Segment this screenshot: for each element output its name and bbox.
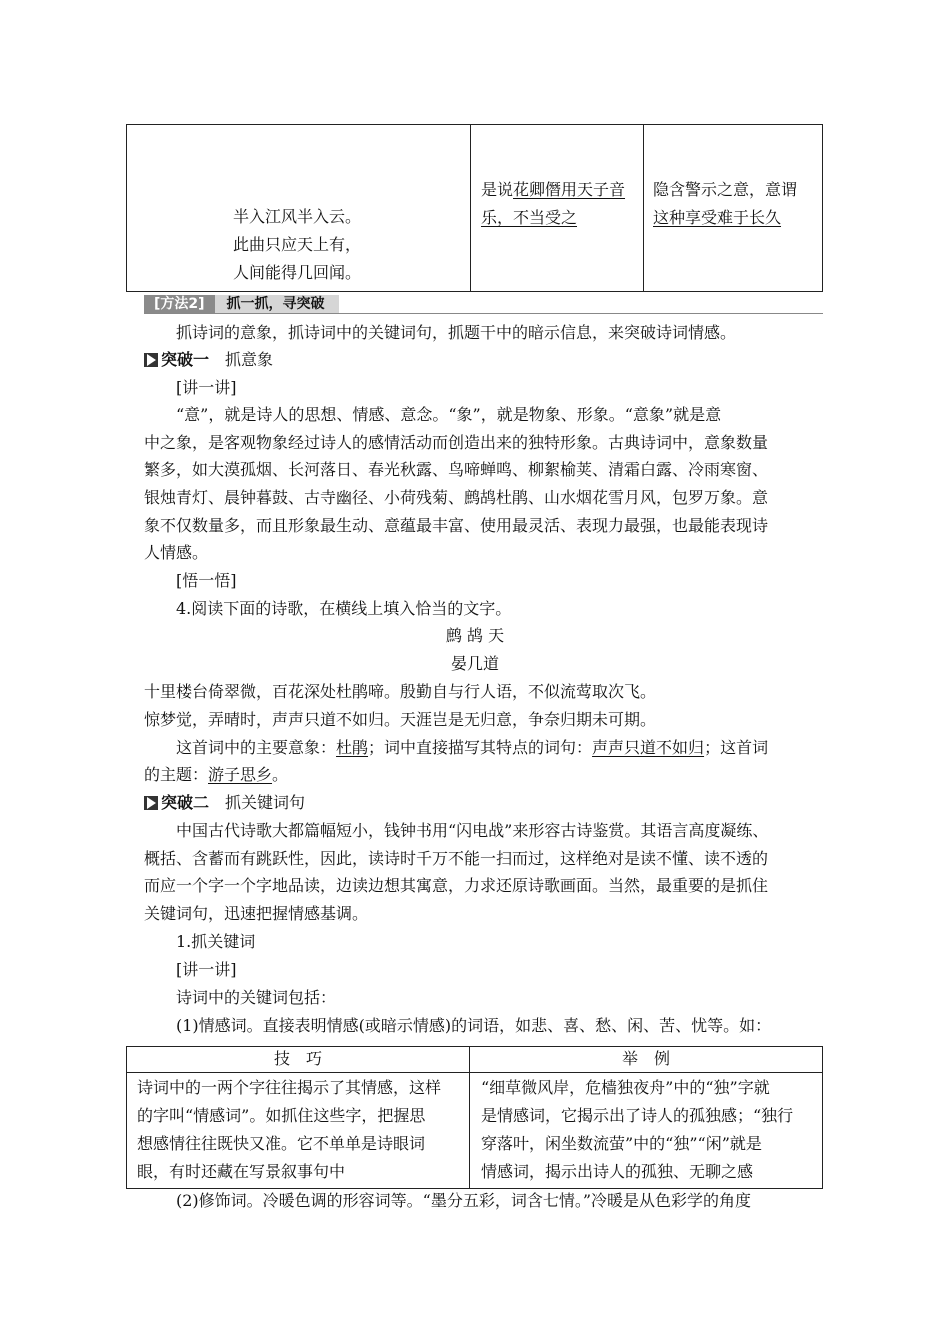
table-cell-meaning <box>470 125 643 291</box>
method-tag: [方法2] <box>144 295 215 313</box>
paragraph-line: 人情感。 <box>144 543 209 562</box>
poem-line: 半入江风半入云。 <box>233 207 362 226</box>
header-technique: 技 巧 <box>273 1049 322 1068</box>
wu-label: [悟一悟] <box>176 571 237 590</box>
poem-author: 晏几道 <box>450 654 499 673</box>
paragraph-line: “意”，就是诗人的思想、情感、意念。“象”，就是物象、形象。“意象”就是意 <box>176 405 722 424</box>
table-cell-poem <box>127 125 470 291</box>
section-title: 抓关键词句 <box>225 793 306 812</box>
divider <box>144 313 823 314</box>
technique-table <box>126 1046 823 1189</box>
section-heading-break2 <box>144 793 305 813</box>
section-label: 突破二 <box>161 793 210 812</box>
meaning-line: 是说花卿僭用天子音 <box>481 180 626 199</box>
question-text: 4.阅读下面的诗歌，在横线上填入恰当的文字。 <box>176 599 512 618</box>
play-triangle-icon <box>144 353 158 367</box>
method-title: 抓一抓，寻突破 <box>215 295 339 313</box>
answer-line: 这首词中的主要意象：杜鹃；词中直接描写其特点的词句：声声只道不如归；这首词 <box>176 738 769 757</box>
implication-line: 隐含警示之意，意谓 <box>653 180 798 199</box>
section-title: 抓意象 <box>225 350 274 369</box>
table-cell-text: 的字叫“情感词”。如抓住这些字，把握思 <box>137 1106 426 1125</box>
paragraph-line: 象不仅数量多，而且形象最生动、意蕴最丰富、使用最灵活、表现力最强，也最能表现诗 <box>144 516 769 535</box>
jiang-label: [讲一讲] <box>176 960 237 979</box>
paragraph-line: 繁多，如大漠孤烟、长河落日、春光秋露、鸟啼蝉鸣、柳絮榆荚、清霜白露、冷雨寒窗、 <box>144 460 769 479</box>
table-cell-text: 诗词中的一两个字往往揭示了其情感，这样 <box>137 1078 442 1097</box>
poem-line: 惊梦觉，弄晴时，声声只道不如归。天涯岂是无归意，争奈归期未可期。 <box>144 710 657 729</box>
intro-text: 抓诗词的意象，抓诗词中的关键词句，抓题干中的暗示信息，来突破诗词情感。 <box>176 323 737 342</box>
answer-blank: 游子思乡 <box>208 765 273 784</box>
paragraph-line: 关键词句，迅速把握情感基调。 <box>144 904 369 923</box>
paragraph-line: 中国古代诗歌大都篇幅短小，钱钟书用“闪电战”来形容古诗鉴赏。其语言高度凝练、 <box>176 821 769 840</box>
answer-line: 的主题：游子思乡。 <box>144 765 289 784</box>
answer-blank: 杜鹃 <box>336 738 369 757</box>
table-cell-text: 想感情往往既快又准。它不单单是诗眼词 <box>137 1134 426 1153</box>
paragraph-line: 中之象，是客观物象经过诗人的感情活动而创造出来的独特形象。古典诗词中，意象数量 <box>144 433 769 452</box>
table-cell-implication <box>643 125 822 291</box>
jiang-label: [讲一讲] <box>176 378 237 397</box>
table-cell-text: 是情感词，它揭示出了诗人的孤独感；“独行 <box>481 1106 794 1125</box>
table-cell-text: 情感词，揭示出诗人的孤独、无聊之感 <box>481 1162 754 1181</box>
poem-line: 人间能得几回闻。 <box>233 263 362 282</box>
poem-title: 鹧 鸪 天 <box>445 626 505 645</box>
section-label: 突破一 <box>161 350 210 369</box>
paragraph-line: 而应一个字一个字地品读，边读边想其寓意，力求还原诗歌画面。当然，最重要的是抓住 <box>144 876 769 895</box>
table-cell-text: 眼，有时还藏在写景叙事句中 <box>137 1162 346 1181</box>
table-cell-text: “细草微风岸，危樯独夜舟”中的“独”字就 <box>481 1078 770 1097</box>
underlined-text: 乐，不当受之 <box>481 208 578 227</box>
list-item: (2)修饰词。冷暖色调的形容词等。“墨分五彩，词含七情。”冷暖是从色彩学的角度 <box>176 1191 752 1210</box>
list-item: (1)情感词。直接表明情感(或暗示情感)的词语，如悲、喜、愁、闲、苦、忧等。如： <box>176 1016 772 1035</box>
method-heading <box>144 295 339 313</box>
table-cell-text: 穿落叶，闲坐数流萤”中的“独”“闲”就是 <box>481 1134 762 1153</box>
paragraph-line: 诗词中的关键词包括： <box>176 988 337 1007</box>
poem-analysis-table <box>126 124 823 292</box>
header-example: 举 例 <box>621 1049 670 1068</box>
poem-line: 此曲只应天上有， <box>233 235 362 254</box>
section-heading-break1 <box>144 350 273 370</box>
play-triangle-icon <box>144 796 158 810</box>
paragraph-line: 银烛青灯、晨钟暮鼓、古寺幽径、小荷残菊、鹧鸪杜鹃、山水烟花雪月风，包罗万象。意 <box>144 488 769 507</box>
paragraph-line: 概括、含蓄而有跳跃性，因此，读诗时千万不能一扫而过，这样绝对是读不懂、读不透的 <box>144 849 769 868</box>
answer-blank: 声声只道不如归 <box>592 738 705 757</box>
poem-line: 十里楼台倚翠微，百花深处杜鹃啼。殷勤自与行人语，不似流莺取次飞。 <box>144 682 657 701</box>
subheading: 1.抓关键词 <box>176 932 256 951</box>
underlined-text: 花卿僭用天子音 <box>513 180 626 199</box>
underlined-text: 这种享受难于长久 <box>653 208 782 227</box>
